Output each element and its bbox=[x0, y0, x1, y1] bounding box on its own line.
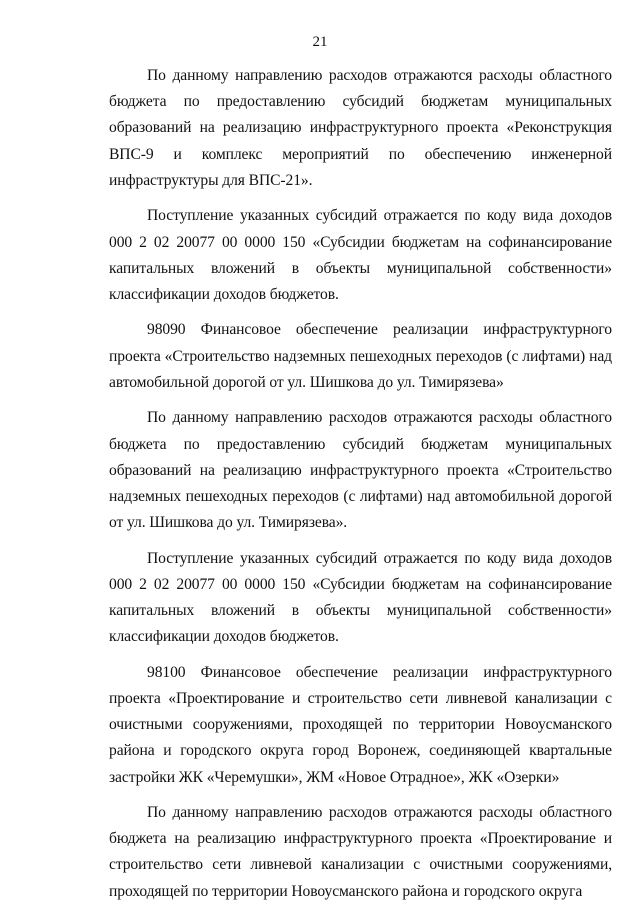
paragraph-expense-direction-drainage: По данному направлению расходов отражаются расходы областного бюджета на реализацию инфраструктурного проекта «Проектирование и строительство сети ливневой канализации с очистными сооружениями, проходящей по территории Новоусманского района и городского округа bbox=[109, 804, 612, 900]
document-body bbox=[109, 63, 612, 905]
paragraph-income-code-1: Поступление указанных субсидий отражается по коду вида доходов 000 2 02 20077 00 0000 150 «Субсидии бюджетам на софинансирование капитальных вложений в объекты муниципальной собственности» классификации доходов бюджетов. bbox=[109, 207, 612, 303]
paragraph-code-98090: 98090 Финансовое обеспечение реализации инфраструктурного проекта «Строительство надземных пешеходных переходов (с лифтами) над автомобильной дорогой от ул. Шишкова до ул. Тимирязева» bbox=[109, 321, 612, 391]
paragraph-income-code-2: Поступление указанных субсидий отражается по коду вида доходов 000 2 02 20077 00 0000 150 «Субсидии бюджетам на софинансирование капитальных вложений в объекты муниципальной собственности» классификации доходов бюджетов. bbox=[109, 549, 612, 646]
paragraph-expense-direction-crossings: По данному направлению расходов отражаются расходы областного бюджета по предоставлению субсидий бюджетам муниципальных образований на реализацию инфраструктурного проекта «Строительство надземных пешеходных переходов (с лифтами) над автомобильной дорогой от ул. Шишкова до ул. Тимирязева». bbox=[109, 409, 612, 532]
page-number: 21 bbox=[312, 34, 328, 50]
paragraph-code-98100: 98100 Финансовое обеспечение реализации инфраструктурного проекта «Проектирование и строительство сети ливневой канализации с очистными сооружениями, проходящей по территории Новоусманского района и городского округа город Воронеж, соединяющей квартальные застройки ЖК «Черемушки», ЖМ «Новое Отрадное», ЖК «Озерки» bbox=[109, 663, 612, 786]
paragraph-expense-direction-vps: По данному направлению расходов отражаются расходы областного бюджета по предоставлению субсидий бюджетам муниципальных образований на реализацию инфраструктурного проекта «Реконструкция ВПС-9 и комплекс мероприятий по обеспечению инженерной инфраструктуры для ВПС-21». bbox=[109, 67, 612, 189]
